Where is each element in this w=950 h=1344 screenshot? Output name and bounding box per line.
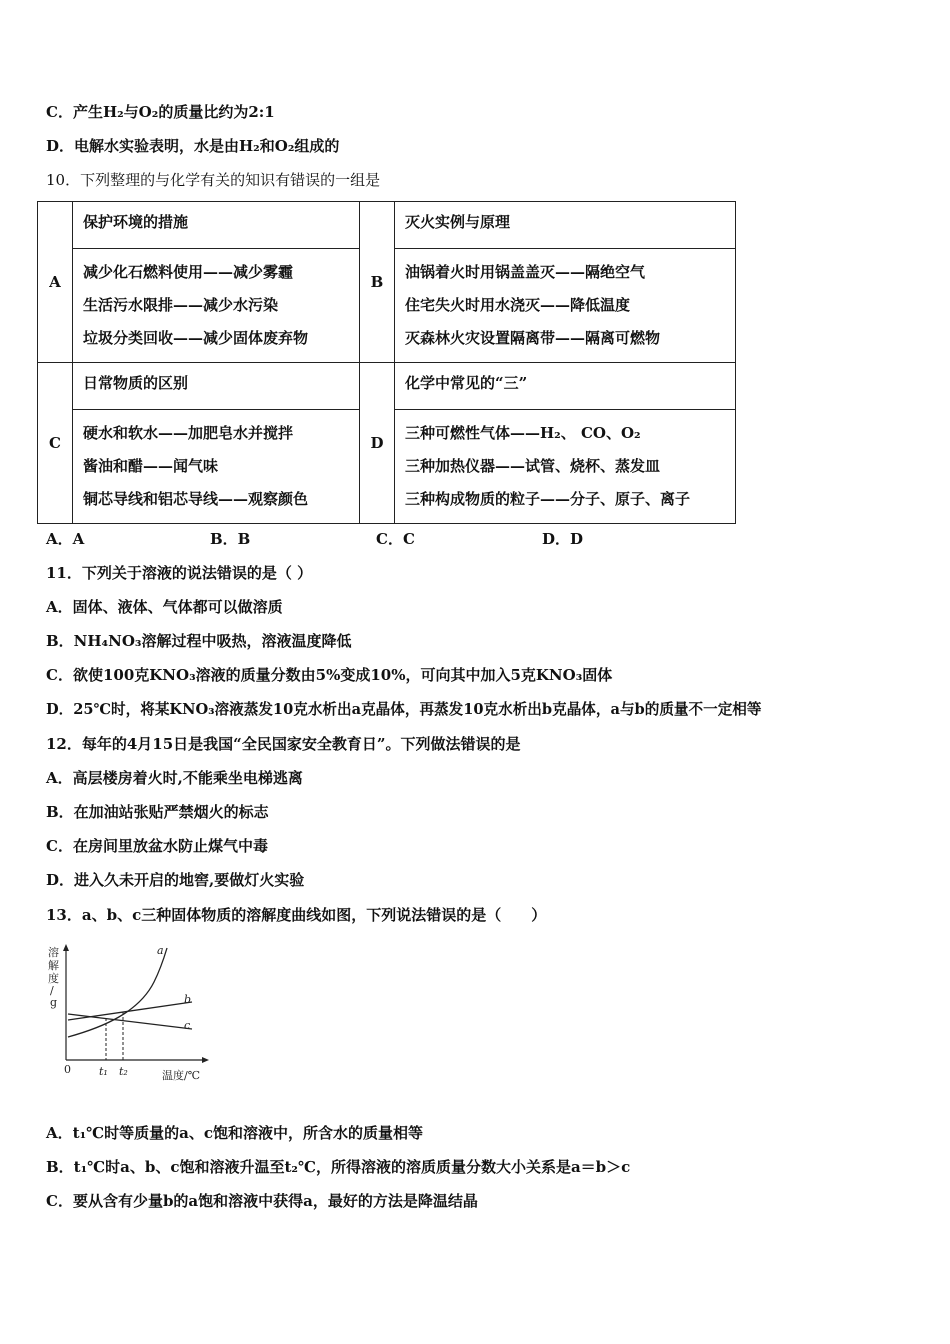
q13-stem: 13．a、b、c三种固体物质的溶解度曲线如图，下列说法错误的是（ ）	[46, 906, 547, 924]
q10-body-c: 硬水和软水——加肥皂水并搅拌 酱油和醋——闻气味 铜芯导线和铝芯导线——观察颜色	[73, 410, 360, 524]
q10-option-d[interactable]: D．D	[542, 530, 584, 548]
x-axis-label: 温度/℃	[162, 1069, 201, 1082]
q10-table	[37, 201, 736, 524]
q10-head-b: 灭火实例与原理	[395, 202, 736, 249]
q10-head-c: 日常物质的区别	[73, 363, 360, 410]
q11-option-a[interactable]: A．固体、液体、气体都可以做溶质	[46, 598, 283, 616]
q10-stem: 10．下列整理的与化学有关的知识有错误的一组是	[46, 171, 381, 189]
x-axis-arrow	[202, 1057, 209, 1063]
q9-option-d: D．电解水实验表明，水是由H₂和O₂组成的	[46, 137, 340, 155]
t2-label: t₂	[119, 1065, 128, 1078]
y-label-1: 溶	[48, 946, 59, 959]
q12-stem: 12．每年的4月15日是我国“全民国家安全教育日”。下列做法错误的是	[46, 735, 521, 753]
y-label-4: /	[50, 984, 54, 997]
curve-c-label: c	[184, 1019, 191, 1032]
q11-option-c[interactable]: C．欲使100克KNO₃溶液的质量分数由5%变成10%，可向其中加入5克KNO₃固体	[46, 666, 613, 684]
q10-label-b: B	[360, 202, 395, 363]
curve-b	[68, 1002, 192, 1020]
q10-head-d: 化学中常见的“三”	[395, 363, 736, 410]
q10-head-a: 保护环境的措施	[73, 202, 360, 249]
y-label-5: g	[50, 996, 58, 1009]
q12-option-a[interactable]: A．高层楼房着火时,不能乘坐电梯逃离	[46, 769, 303, 787]
y-axis-arrow	[63, 944, 69, 951]
q10-label-a: A	[38, 202, 73, 363]
q11-option-d[interactable]: D．25℃时，将某KNO₃溶液蒸发10克水析出a克晶体，再蒸发10克水析出b克晶体，a与b的质量不一定相等	[46, 701, 762, 718]
t1-label: t₁	[99, 1065, 108, 1078]
q9-option-c: C．产生H₂与O₂的质量比约为2:1	[46, 103, 275, 121]
y-label-3: 度	[48, 972, 59, 985]
q10-option-c[interactable]: C．C	[376, 530, 415, 548]
q10-body-a: 减少化石燃料使用——减少雾霾 生活污水限排——减少水污染 垃圾分类回收——减少固体废弃物	[73, 249, 360, 363]
q13-option-b[interactable]: B．t₁℃时a、b、c饱和溶液升温至t₂℃，所得溶液的溶质质量分数大小关系是a＝b＞c	[46, 1158, 631, 1176]
q12-option-b[interactable]: B．在加油站张贴严禁烟火的标志	[46, 803, 269, 821]
q10-option-b[interactable]: B．B	[210, 530, 251, 548]
q13-option-c[interactable]: C．要从含有少量b的a饱和溶液中获得a，最好的方法是降温结晶	[46, 1192, 478, 1210]
q12-option-c[interactable]: C．在房间里放盆水防止煤气中毒	[46, 837, 268, 855]
y-label-2: 解	[48, 959, 59, 972]
q13-option-a[interactable]: A．t₁℃时等质量的a、c饱和溶液中，所含水的质量相等	[46, 1124, 423, 1142]
curve-c	[68, 1014, 192, 1029]
q10-label-c: C	[38, 363, 73, 524]
q10-body-b: 油锅着火时用锅盖盖灭——隔绝空气 住宅失火时用水浇灭——降低温度 灭森林火灾设置隔离带——隔离可燃物	[395, 249, 736, 363]
q10-option-a[interactable]: A．A	[46, 530, 85, 548]
q10-body-d: 三种可燃性气体——H₂、 CO、O₂ 三种加热仪器——试管、烧杯、蒸发皿 三种构成物质的粒子——分子、原子、离子	[395, 410, 736, 524]
curve-b-label: b	[184, 993, 192, 1006]
curve-a-label: a	[157, 944, 164, 957]
q10-label-d: D	[360, 363, 395, 524]
q12-option-d[interactable]: D．进入久未开启的地窖,要做灯火实验	[46, 871, 305, 889]
q11-option-b[interactable]: B．NH₄NO₃溶解过程中吸热，溶液温度降低	[46, 632, 352, 650]
origin-label: 0	[64, 1063, 71, 1076]
solubility-graph	[44, 942, 214, 1082]
q11-stem: 11．下列关于溶液的说法错误的是（ ）	[46, 564, 313, 582]
